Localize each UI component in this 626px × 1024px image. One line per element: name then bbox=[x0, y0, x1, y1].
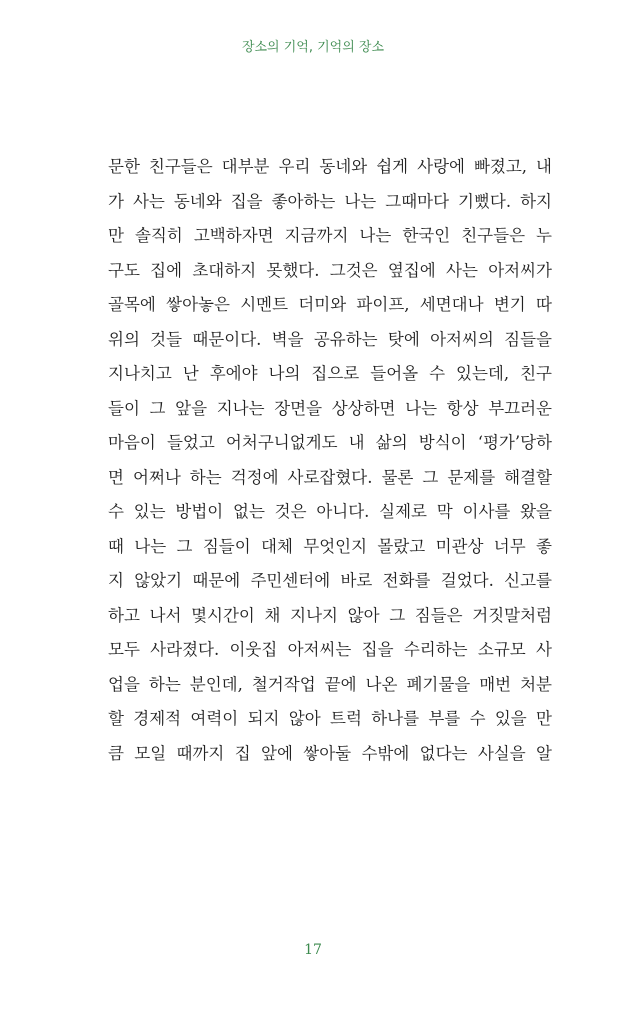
text-line: 만 솔직히 고백하자면 지금까지 나는 한국인 친구들은 누 bbox=[108, 226, 552, 245]
text-line: 큼 모일 때까지 집 앞에 쌓아둘 수밖에 없다는 사실을 알 bbox=[108, 743, 552, 763]
text-line: 들이 그 앞을 지나는 장면을 상상하면 나는 항상 부끄러운 bbox=[108, 398, 552, 418]
text-line: 할 경제적 여력이 되지 않아 트럭 하나를 부를 수 있을 만 bbox=[108, 709, 552, 728]
text-line: 면 어쩌나 하는 걱정에 사로잡혔다. 물론 그 문제를 해결할 bbox=[108, 467, 552, 487]
text-line: 지나치고 난 후에야 나의 집으로 들어올 수 있는데, 친구 bbox=[108, 364, 552, 383]
text-line: 골목에 쌓아놓은 시멘트 더미와 파이프, 세면대나 변기 따 bbox=[108, 295, 552, 314]
text-line: 수 있는 방법이 없는 것은 아니다. 실제로 막 이사를 왔을 bbox=[108, 502, 552, 521]
text-line: 업을 하는 분인데, 철거작업 끝에 나온 폐기물을 매번 처분 bbox=[108, 674, 552, 694]
text-line: 하고 나서 몇시간이 채 지나지 않아 그 짐들은 거짓말처럼 bbox=[108, 605, 552, 625]
text-line: 문한 친구들은 대부분 우리 동네와 쉽게 사랑에 빠졌고, 내 bbox=[108, 157, 552, 176]
text-line: 가 사는 동네와 집을 좋아하는 나는 그때마다 기뻤다. 하지 bbox=[108, 191, 552, 211]
text-line: 구도 집에 초대하지 못했다. 그것은 옆집에 사는 아저씨가 bbox=[108, 260, 552, 280]
text-line: 마음이 들었고 어처구니없게도 내 삶의 방식이 ‘평가’당하 bbox=[108, 433, 552, 452]
running-header: 장소의 기억, 기억의 장소 bbox=[241, 40, 385, 55]
page-number: 17 bbox=[304, 942, 322, 958]
text-line: 위의 것들 때문이다. 벽을 공유하는 탓에 아저씨의 짐들을 bbox=[108, 329, 552, 349]
text-line: 지 않았기 때문에 주민센터에 바로 전화를 걸었다. 신고를 bbox=[108, 571, 552, 590]
body-text bbox=[108, 150, 552, 771]
text-line: 모두 사라졌다. 이웃집 아저씨는 집을 수리하는 소규모 사 bbox=[108, 640, 552, 659]
text-line: 때 나는 그 짐들이 대체 무엇인지 몰랐고 미관상 너무 좋 bbox=[108, 536, 552, 556]
